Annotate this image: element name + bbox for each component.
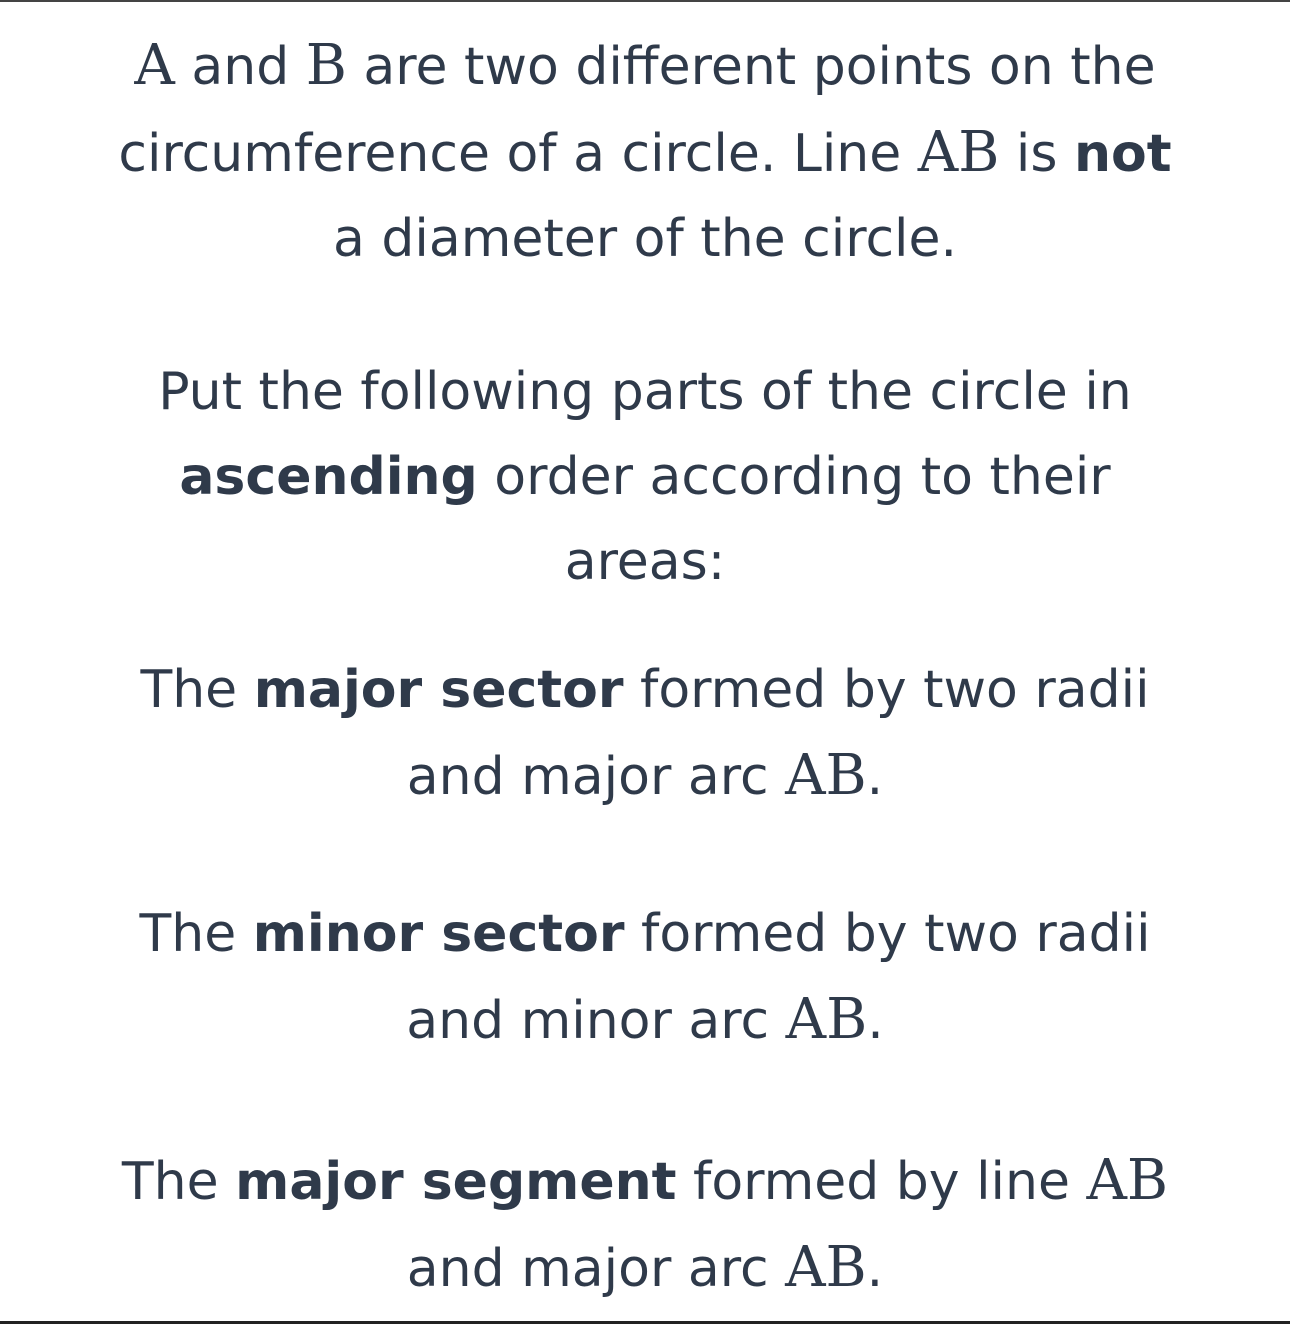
instruction-line-3: areas: <box>564 532 726 592</box>
problem-statement <box>20 23 1270 282</box>
top-border <box>0 0 1290 2</box>
item-minor-sector[interactable]: The minor sector formed by two radii and minor arc AB. <box>139 904 1151 1052</box>
line-ab: AB <box>917 120 1000 185</box>
statement-line-3: a diameter of the circle. <box>333 209 957 269</box>
instruction-line-2: ascending order according to their <box>179 447 1111 507</box>
bottom-border <box>0 1321 1290 1324</box>
line-ab: AB <box>1086 1148 1169 1213</box>
item-major-sector[interactable]: The major sector formed by two radii and major arc AB. <box>140 660 1150 808</box>
not-emphasis: not <box>1073 124 1172 184</box>
arc-ab: AB <box>785 987 868 1052</box>
arc-ab: AB <box>785 1235 867 1300</box>
ascending-emphasis: ascending <box>179 447 478 507</box>
item-title: major sector <box>253 660 624 720</box>
arc-ab: AB <box>785 743 867 808</box>
statement-line-2: circumference of a circle. Line AB is not <box>118 120 1172 185</box>
item-major-segment[interactable]: The major segment formed by line AB and major arc AB. <box>121 1148 1169 1300</box>
instruction <box>20 350 1270 605</box>
item-title: minor sector <box>252 904 625 964</box>
item-title: major segment <box>235 1152 677 1212</box>
point-a: A <box>134 33 175 98</box>
statement-line-1: A and B are two different points on the <box>134 33 1156 98</box>
instruction-line-1: Put the following parts of the circle in <box>158 362 1132 422</box>
point-b: B <box>305 33 347 98</box>
